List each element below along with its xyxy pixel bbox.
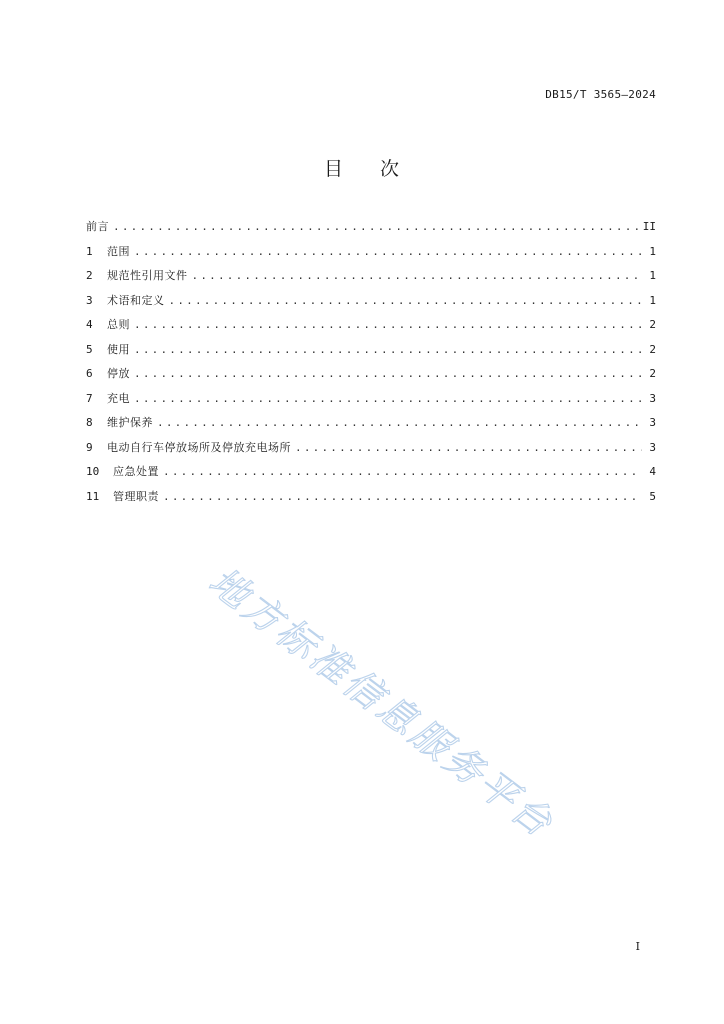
toc-item-page: 1: [649, 269, 656, 282]
toc-item-number: 2: [86, 269, 93, 282]
toc-item-page: 1: [649, 244, 656, 258]
toc-item-2[interactable]: [86, 267, 656, 292]
table-of-contents: [86, 218, 656, 512]
toc-item-label: 电动自行车停放场所及停放充电场所: [107, 440, 291, 454]
toc-item-page: 2: [649, 367, 656, 380]
toc-leader-dots: [113, 220, 639, 233]
toc-item-number: 9: [86, 440, 93, 454]
toc-leader-dots: [134, 318, 642, 331]
toc-item-page: 3: [649, 416, 656, 429]
toc-leader-dots: [134, 343, 642, 356]
toc-leader-dots: [134, 245, 642, 258]
toc-leader-dots: [169, 294, 643, 307]
toc-item-label: 停放: [107, 367, 130, 380]
toc-leader-dots: [163, 465, 642, 478]
toc-item-foreword[interactable]: [86, 218, 656, 243]
toc-leader-dots: [192, 269, 643, 282]
page-number: I: [635, 940, 640, 953]
toc-item-label: 规范性引用文件: [107, 269, 188, 282]
toc-item-page: II: [642, 220, 656, 233]
toc-item-10[interactable]: [86, 463, 656, 488]
toc-item-3[interactable]: [86, 292, 656, 317]
toc-item-8[interactable]: [86, 414, 656, 439]
toc-item-number: 1: [86, 244, 93, 258]
toc-item-number: 3: [86, 293, 93, 307]
toc-item-number: 11: [86, 489, 100, 503]
title-char-right: 次: [380, 158, 401, 180]
page-title: [0, 154, 724, 181]
toc-item-label: 充电: [107, 391, 130, 405]
toc-item-number: 7: [86, 391, 93, 405]
toc-item-page: 4: [649, 465, 656, 478]
toc-item-6[interactable]: [86, 365, 656, 390]
toc-item-label: 应急处置: [113, 465, 159, 478]
toc-item-label: 管理职责: [113, 489, 159, 503]
toc-item-label: 前言: [86, 220, 109, 233]
toc-item-9[interactable]: [86, 439, 656, 464]
toc-item-page: 5: [649, 489, 656, 503]
toc-item-number: 4: [86, 318, 93, 331]
toc-leader-dots: [134, 367, 642, 380]
title-char-left: 目: [323, 158, 344, 180]
toc-item-page: 3: [649, 391, 656, 405]
toc-item-label: 总则: [107, 318, 130, 331]
toc-item-label: 使用: [107, 342, 130, 356]
document-code: DB15/T 3565—2024: [545, 88, 656, 101]
toc-leader-dots: [295, 441, 642, 454]
toc-item-page: 3: [649, 440, 656, 454]
toc-item-5[interactable]: [86, 341, 656, 366]
toc-item-4[interactable]: [86, 316, 656, 341]
toc-item-number: 10: [86, 465, 100, 478]
toc-leader-dots: [134, 392, 642, 405]
toc-item-page: 2: [649, 342, 656, 356]
toc-item-label: 维护保养: [107, 416, 153, 429]
toc-item-page: 2: [649, 318, 656, 331]
toc-item-page: 1: [649, 293, 656, 307]
toc-item-11[interactable]: [86, 488, 656, 513]
toc-item-number: 6: [86, 367, 93, 380]
toc-item-label: 范围: [107, 244, 130, 258]
toc-leader-dots: [163, 490, 642, 503]
toc-item-number: 8: [86, 416, 93, 429]
watermark: 地方标准信息服务平台: [200, 558, 563, 847]
toc-item-number: 5: [86, 342, 93, 356]
toc-leader-dots: [157, 416, 642, 429]
toc-item-1[interactable]: [86, 243, 656, 268]
toc-item-label: 术语和定义: [107, 293, 165, 307]
toc-item-7[interactable]: [86, 390, 656, 415]
